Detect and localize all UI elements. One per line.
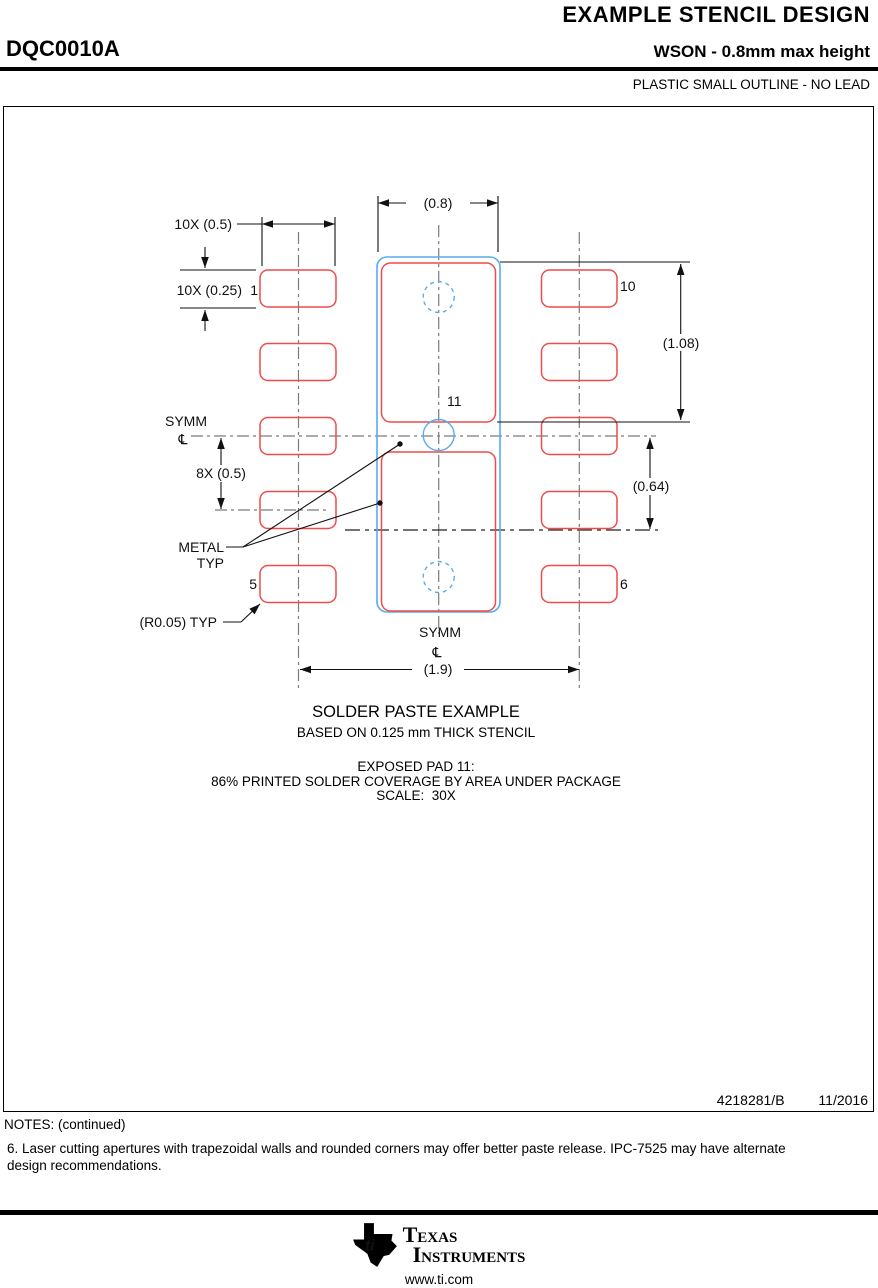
caption-exposed-pad: EXPOSED PAD 11:: [357, 759, 475, 774]
doc-number: 4218281/B: [716, 1092, 785, 1108]
radius-callout: [223, 604, 260, 622]
symm-bottom-label: SYMM: [419, 624, 461, 640]
pin10-label: 10: [620, 278, 636, 294]
pin6-label: 6: [620, 576, 628, 592]
metal-label-line2: TYP: [196, 555, 224, 571]
ti-wordmark-line2: Instruments: [412, 1242, 526, 1267]
leader-dot: [397, 441, 402, 446]
dim-label-right-height: (1.08): [662, 335, 700, 351]
caption-coverage: 86% PRINTED SOLDER COVERAGE BY AREA UNDER PACKAGE: [211, 773, 621, 789]
notes-heading: NOTES: (continued): [4, 1117, 126, 1132]
footer-rule: [0, 1210, 878, 1215]
centerline-symbol: ℄: [178, 431, 188, 447]
dim-label-pad-height: 10X (0.25): [176, 282, 242, 298]
note-6: 6. Laser cutting apertures with trapezoidal walls and rounded corners may offer better paste release. IPC-7525 may have alternate design recommendations.: [7, 1141, 786, 1173]
ti-texas-logo-icon: [353, 1222, 397, 1268]
symm-left-label: SYMM: [165, 413, 207, 429]
caption-title: SOLDER PASTE EXAMPLE: [312, 703, 520, 721]
caption-scale: SCALE: 30X: [376, 788, 456, 803]
doc-number-line: [717, 1092, 868, 1108]
pin11-label: 11: [447, 393, 462, 409]
dim-label-pitch: 8X (0.5): [196, 465, 246, 481]
footer-brand: [0, 1222, 878, 1268]
metal-typ-callout: [226, 441, 403, 547]
doc-date: 11/2016: [818, 1092, 868, 1108]
ti-brand: [353, 1222, 526, 1268]
caption-stencil-thickness: BASED ON 0.125 mm THICK STENCIL: [296, 725, 536, 740]
pin1-label: 1: [250, 282, 258, 298]
dim-label-lower-height: (0.64): [632, 478, 670, 494]
ti-wordmark-line1: Texas: [402, 1222, 458, 1247]
radius-typ-label: (R0.05) TYP: [139, 614, 217, 630]
caption-block: [16, 703, 816, 804]
package-description: WSON - 0.8mm max height: [653, 42, 870, 61]
metal-label-line1: METAL: [178, 539, 224, 555]
centerline-symbol: ℄: [432, 644, 442, 660]
dim-label-top-width: (0.8): [423, 195, 453, 211]
leader-dot: [377, 500, 382, 505]
ti-website: www.ti.com: [404, 1272, 474, 1287]
dim-label-span: (1.9): [423, 661, 453, 677]
dim-label-pad-width: 10X (0.5): [174, 216, 232, 232]
page-title: EXAMPLE STENCIL DESIGN: [562, 2, 870, 27]
svg-text:ti: ti: [364, 1237, 375, 1255]
pin5-label: 5: [249, 576, 257, 592]
package-code: DQC0010A: [6, 36, 120, 61]
package-subtitle: PLASTIC SMALL OUTLINE - NO LEAD: [632, 77, 870, 92]
ti-wordmark: [402, 1222, 526, 1267]
dim-pad-width: [237, 217, 335, 266]
